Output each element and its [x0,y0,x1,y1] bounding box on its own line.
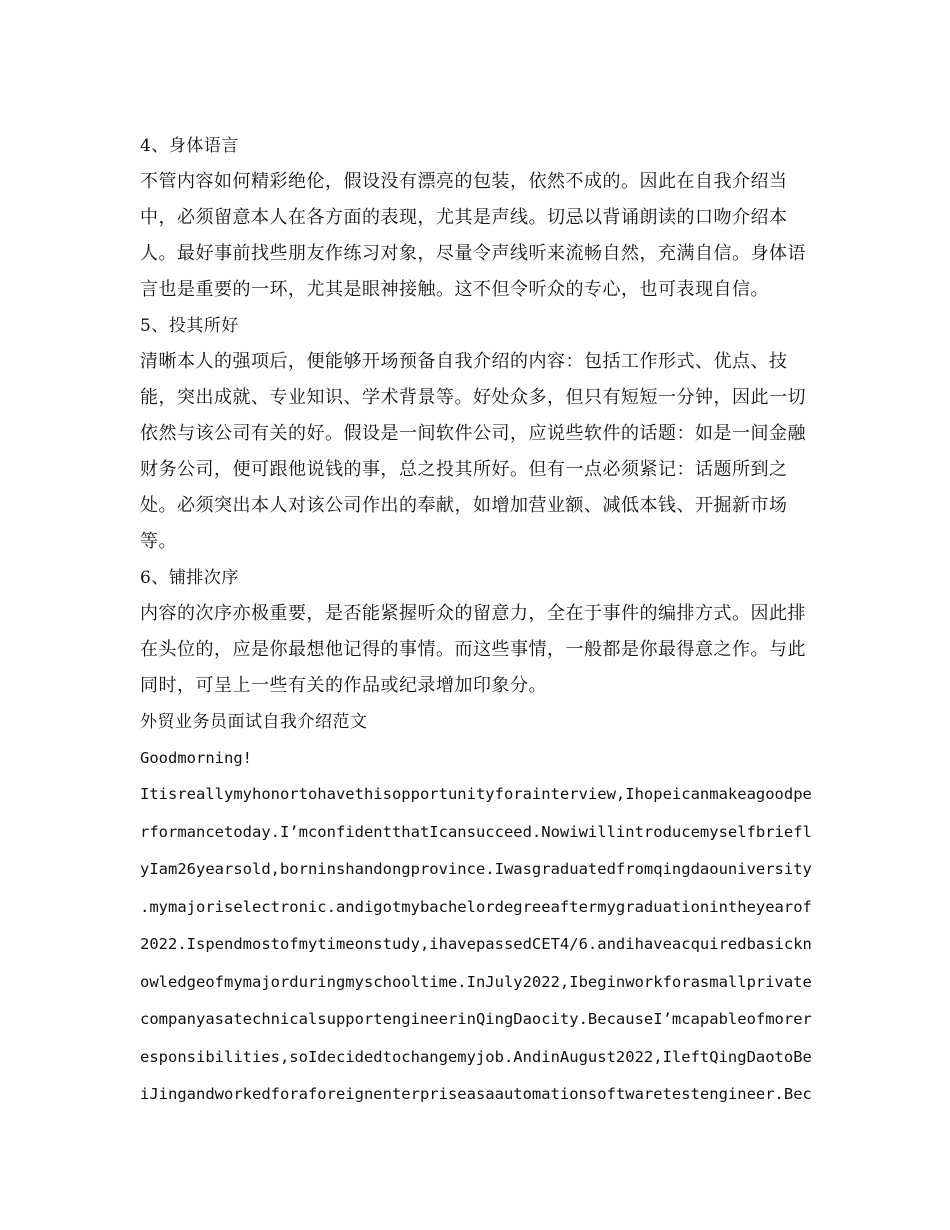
sample-line: owledgeofmymajorduringmyschooltime.InJuly2022,Ibeginworkforasmallprivate [140,972,812,991]
paragraph-line: 内容的次序亦极重要，是否能紧握听众的留意力，全在于事件的编排方式。因此排 [140,603,806,624]
sample-greeting: Goodmorning! [140,749,252,767]
sample-line: yIam26yearsold,borninshandongprovince.Iwasgraduatedfromqingdaouniversity [140,860,812,878]
sample-line: .mymajoriselectronic.andigotmybachelordegreeaftermygraduationintheyearof [140,897,812,916]
paragraph-line: 在头位的，应是你最想他记得的事情。而这些事情，一般都是你最得意之作。与此 [140,639,806,660]
paragraph-line: 等。 [140,531,177,552]
sample-line: rformancetoday.I’mconfidentthatIcansucceed.Nowiwillintroducemyselfbriefl [140,822,812,841]
sample-line: Itisreallymyhonortohavethisopportunityforainterview,Ihopeicanmakeagoodpe [140,785,812,803]
paragraph-line: 依然与该公司有关的好。假设是一间软件公司，应说些软件的话题：如是一间金融 [140,423,806,444]
section-heading-cater-to-interests: 5、投其所好 [140,316,239,336]
paragraph-line: 能，突出成就、专业知识、学术背景等。好处众多，但只有短短一分钟，因此一切 [140,387,806,408]
sample-line: esponsibilities,soIdecidedtochangemyjob.AndinAugust2022,IleftQingDaotoBe [140,1047,812,1066]
section-heading-body-language: 4、身体语言 [140,136,239,156]
paragraph-line: 不管内容如何精彩绝伦，假设没有漂亮的包装，依然不成的。因此在自我介绍当 [140,171,788,192]
document-body [140,128,812,1114]
section-heading-arrange-order: 6、铺排次序 [140,568,239,588]
sample-title: 外贸业务员面试自我介绍范文 [140,712,368,732]
paragraph-line: 中，必须留意本人在各方面的表现，尤其是声线。切忌以背诵朗读的口吻介绍本 [140,207,788,228]
sample-line: iJingandworkedforaforeignenterpriseasaautomationsoftwaretestengineer.Bec [140,1085,812,1103]
paragraph-line: 人。最好事前找些朋友作练习对象，尽量令声线听来流畅自然，充满自信。身体语 [140,243,806,264]
sample-line: companyasatechnicalsupportengineerinQingDaocity.BecauseI’mcapableofmorer [140,1010,812,1028]
paragraph-line: 处。必须突出本人对该公司作出的奉献，如增加营业额、减低本钱、开掘新市场 [140,495,788,516]
sample-line: 2022.Ispendmostofmytimeonstudy,ihavepassedCET4/6.andihaveacquiredbasickn [140,935,812,953]
paragraph-line: 清晰本人的强项后，便能够开场预备自我介绍的内容：包括工作形式、优点、技 [140,351,788,372]
paragraph-line: 同时，可呈上一些有关的作品或纪录增加印象分。 [140,675,547,696]
paragraph-line: 言也是重要的一环，尤其是眼神接触。这不但令听众的专心，也可表现自信。 [140,279,769,300]
paragraph-line: 财务公司，便可跟他说钱的事，总之投其所好。但有一点必须紧记：话题所到之 [140,459,788,480]
